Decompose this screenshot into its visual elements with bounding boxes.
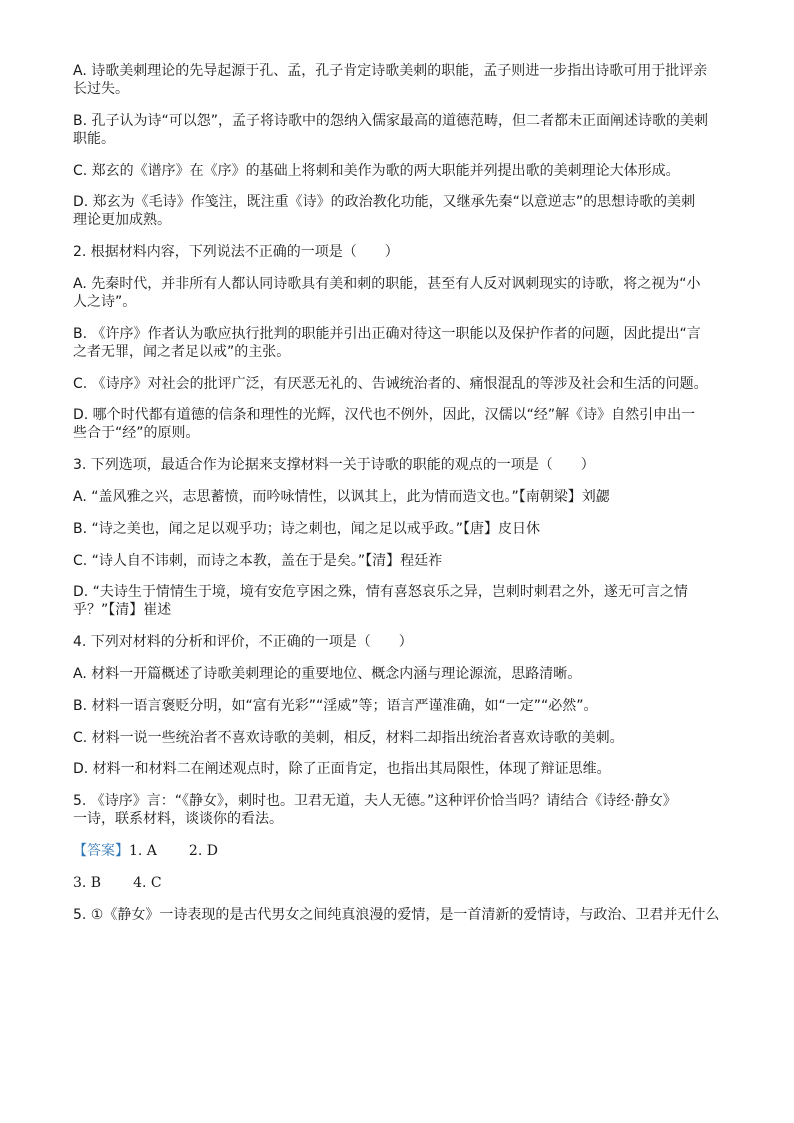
answer-3: 3. B	[73, 874, 102, 891]
option-d-q1-line-1: D. 郑玄为《毛诗》作笺注，既注重《诗》的政治教化功能，又继承先秦“以意逆志”的思想诗歌的美刺	[73, 194, 696, 211]
answer-5-line-1: 5. ①《静女》一诗表现的是古代男女之间纯真浪漫的爱情，是一首清新的爱情诗，与政治、卫君并无什么	[73, 906, 720, 923]
option-b-q1-line-2: 职能。	[73, 130, 115, 147]
answer-row-2	[73, 874, 723, 892]
option-d-q4: D. 材料一和材料二在阐述观点时，除了正面肯定，也指出其局限性，体现了辩证思维。	[73, 761, 611, 778]
option-c-q4: C. 材料一说一些统治者不喜欢诗歌的美刺，相反，材料二却指出统治者喜欢诗歌的美刺。	[73, 729, 624, 746]
option-b-q2-line-2: 之者无罪，闻之者足以戒”的主张。	[73, 343, 291, 360]
option-c-q3: C. “诗人自不讳刺，而诗之本教，盖在于是矣。”【清】程廷祚	[73, 552, 443, 569]
option-a-q2-line-1: A. 先秦时代，并非所有人都认同诗歌具有美和刺的职能，甚至有人反对讽刺现实的诗歌，将之视为“小	[73, 275, 701, 292]
answer-4: 4. C	[133, 874, 162, 891]
option-d-q2-line-2: 些合于“经”的原则。	[73, 425, 200, 442]
answer-1: 1. A	[129, 842, 157, 859]
option-c-q1: C. 郑玄的《谱序》在《序》的基础上将刺和美作为歌的两大职能并列提出歌的美刺理论大体形成。	[73, 162, 680, 179]
option-a-q1-line-2: 长过失。	[73, 81, 129, 97]
option-a-q2-line-2: 人之诗”。	[73, 293, 137, 310]
question-5-stem-line-2: 一诗，联系材料，谈谈你的看法。	[73, 811, 283, 828]
option-a-q3: A. “盖风雅之兴，志思蓄愤，而吟咏情性，以讽其上，此为情而造文也。”【南朝梁】刘勰	[73, 488, 610, 505]
option-d-q3-line-1: D. “夫诗生于情情生于境，境有安危亨困之殊，情有喜怒哀乐之异，岂刺时刺君之外，遂无可言之情	[73, 584, 688, 601]
question-5-stem-line-1: 5. 《诗序》言：“《静女》，刺时也。卫君无道，夫人无德。”这种评价恰当吗？请结合《诗经·静女》	[73, 793, 677, 810]
document-page	[73, 62, 723, 924]
option-b-q3: B. “诗之美也，闻之足以观乎功；诗之刺也，闻之足以戒乎政。”【唐】皮日休	[73, 520, 541, 537]
option-d-q3-line-2: 乎？”【清】崔述	[73, 602, 172, 619]
question-2-stem: 2. 根据材料内容，下列说法不正确的一项是（ ）	[73, 244, 399, 261]
option-b-q1-line-1: B. 孔子认为诗“可以怨”，孟子将诗歌中的怨纳入儒家最高的道德范畴，但二者都未正面阐述诗歌的美刺	[73, 112, 709, 129]
question-4-stem: 4. 下列对材料的分析和评价，不正确的一项是（ ）	[73, 634, 413, 651]
option-d-q1-line-2: 理论更加成熟。	[73, 212, 171, 229]
answer-tag: 【答案】	[73, 842, 129, 859]
answer-2: 2. D	[188, 842, 218, 859]
option-c-q2: C. 《诗序》对社会的批评广泛，有厌恶无礼的、告诫统治者的、痛恨混乱的等涉及社会和生活的问题。	[73, 375, 708, 392]
option-d-q2-line-1: D. 哪个时代都有道德的信条和理性的光辉，汉代也不例外，因此，汉儒以“经”解《诗》自然引申出一	[73, 407, 696, 424]
answer-row-1	[73, 842, 723, 860]
option-b-q4: B. 材料一语言褒贬分明，如“富有光彩”“淫威”等；语言严谨准确，如“一定”“必然”。	[73, 697, 598, 714]
option-a-q1-line-1: A. 诗歌美刺理论的先导起源于孔、孟，孔子肯定诗歌美刺的职能，孟子则进一步指出诗歌可用于批评亲	[73, 63, 708, 79]
question-3-stem: 3. 下列选项，最适合作为论据来支撑材料一关于诗歌的职能的观点的一项是（ ）	[73, 457, 595, 474]
option-b-q2-line-1: B. 《许序》作者认为歌应执行批判的职能并引出正确对待这一职能以及保护作者的问题，因此提出“言	[73, 325, 701, 342]
option-a-q4: A. 材料一开篇概述了诗歌美刺理论的重要地位、概念内涵与理论源流，思路清晰。	[73, 665, 582, 682]
